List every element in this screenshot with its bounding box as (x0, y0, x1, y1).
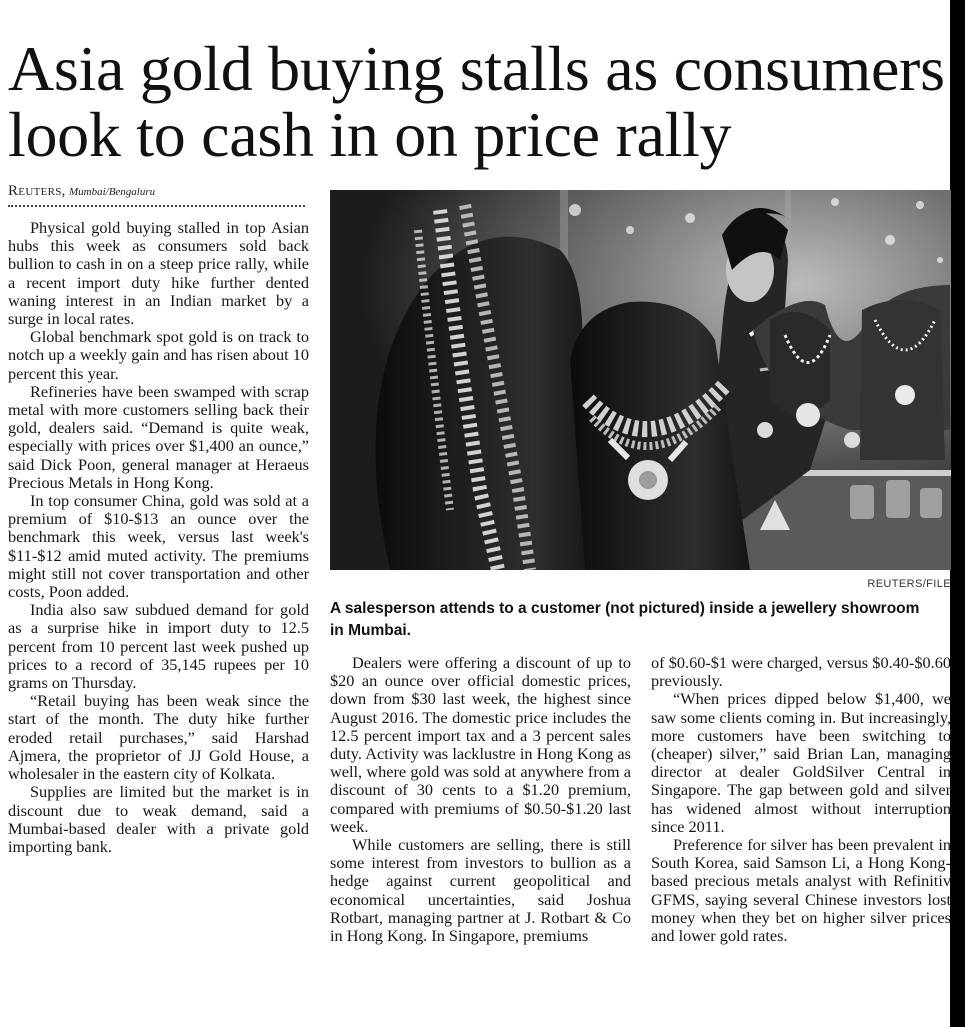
paragraph: “When prices dipped below $1,400, we saw some clients coming in. But increasingly, more customers have been switching to (cheaper) silver,” said Brian Lan, managing director at dealer GoldSilver Central in Singapore. The gap between gold and silver has widened almost without interruption since 2011. (651, 689, 951, 836)
paragraph: India also saw subdued demand for gold as a surprise hike in import duty to 12.5 percent from 10 percent last week pushed up prices to a record of 35,145 rupees per 10 grams on Thursday. (8, 600, 309, 693)
byline-divider (8, 205, 305, 207)
jewellery-showroom-photo (330, 190, 951, 570)
paragraph: Preference for silver has been prevalent in South Korea, said Samson Li, a Hong Kong-based precious metals analyst with Refinitiv GFMS, saying several Chinese investors lost money when they bet on higher silver prices and lower gold rates. (651, 835, 951, 946)
paragraph: of $0.60-$1 were charged, versus $0.40-$0.60 previously. (651, 653, 951, 691)
paragraph: Physical gold buying stalled in top Asian hubs this week as consumers sold back bullion to cash in on a steep price rally, while a recent import duty hike further dented waning interest in an Indian market by a surge in local rates. (8, 218, 309, 329)
headline: Asia gold buying stalls as consumers look to cash in on price rally (8, 33, 945, 170)
byline-location: Mumbai/Bengaluru (68, 186, 156, 198)
column-2 (330, 654, 631, 945)
column-3 (651, 654, 951, 945)
byline (8, 183, 155, 200)
paragraph: In top consumer China, gold was sold at a premium of $10-$13 an ounce over the benchmark this week, versus last week's $11-$12 amid muted activity. The premiums might still not cover transportation and other costs, Poon added. (8, 491, 309, 602)
photo-credit: REUTERS/FILE (867, 578, 951, 590)
byline-agency: Reuters, (8, 183, 66, 199)
photo-caption: A salesperson attends to a customer (not pictured) inside a jewellery showroom in Mumbai. (330, 600, 920, 639)
paragraph: Dealers were offering a discount of up to $20 an ounce over official domestic prices, down from $30 last week, the highest since August 2016. The domestic price includes the 12.5 percent import tax and a 3 percent sales duty. Activity was lacklustre in Hong Kong as well, where gold was sold at anywhere from a discount of 30 cents to a $1.20 premium, compared with premiums of $0.50-$1.20 last week. (330, 653, 631, 836)
paragraph: Refineries have been swamped with scrap metal with more customers selling back their gold, dealers said. “Demand is quite weak, especially with prices over $1,400 an ounce,” said Dick Poon, general manager at Heraeus Precious Metals in Hong Kong. (8, 381, 309, 492)
paragraph: “Retail buying has been weak since the start of the month. The duty hike further eroded retail purchases,” said Harshad Ajmera, the proprietor of JJ Gold House, a wholesaler in the eastern city of Kolkata. (8, 691, 309, 784)
paragraph: Supplies are limited but the market is in discount due to weak demand, said a Mumbai-based dealer with a private gold importing bank. (8, 782, 309, 856)
column-1 (8, 219, 309, 856)
paragraph: While customers are selling, there is still some interest from investors to bullion as a hedge against current geopolitical and economical uncertainties, said Joshua Rotbart, managing partner at J. Rotbart & Co in Hong Kong. In Singapore, premiums (330, 835, 631, 946)
paragraph: Global benchmark spot gold is on track to notch up a weekly gain and has risen about 10 percent this year. (8, 327, 309, 383)
